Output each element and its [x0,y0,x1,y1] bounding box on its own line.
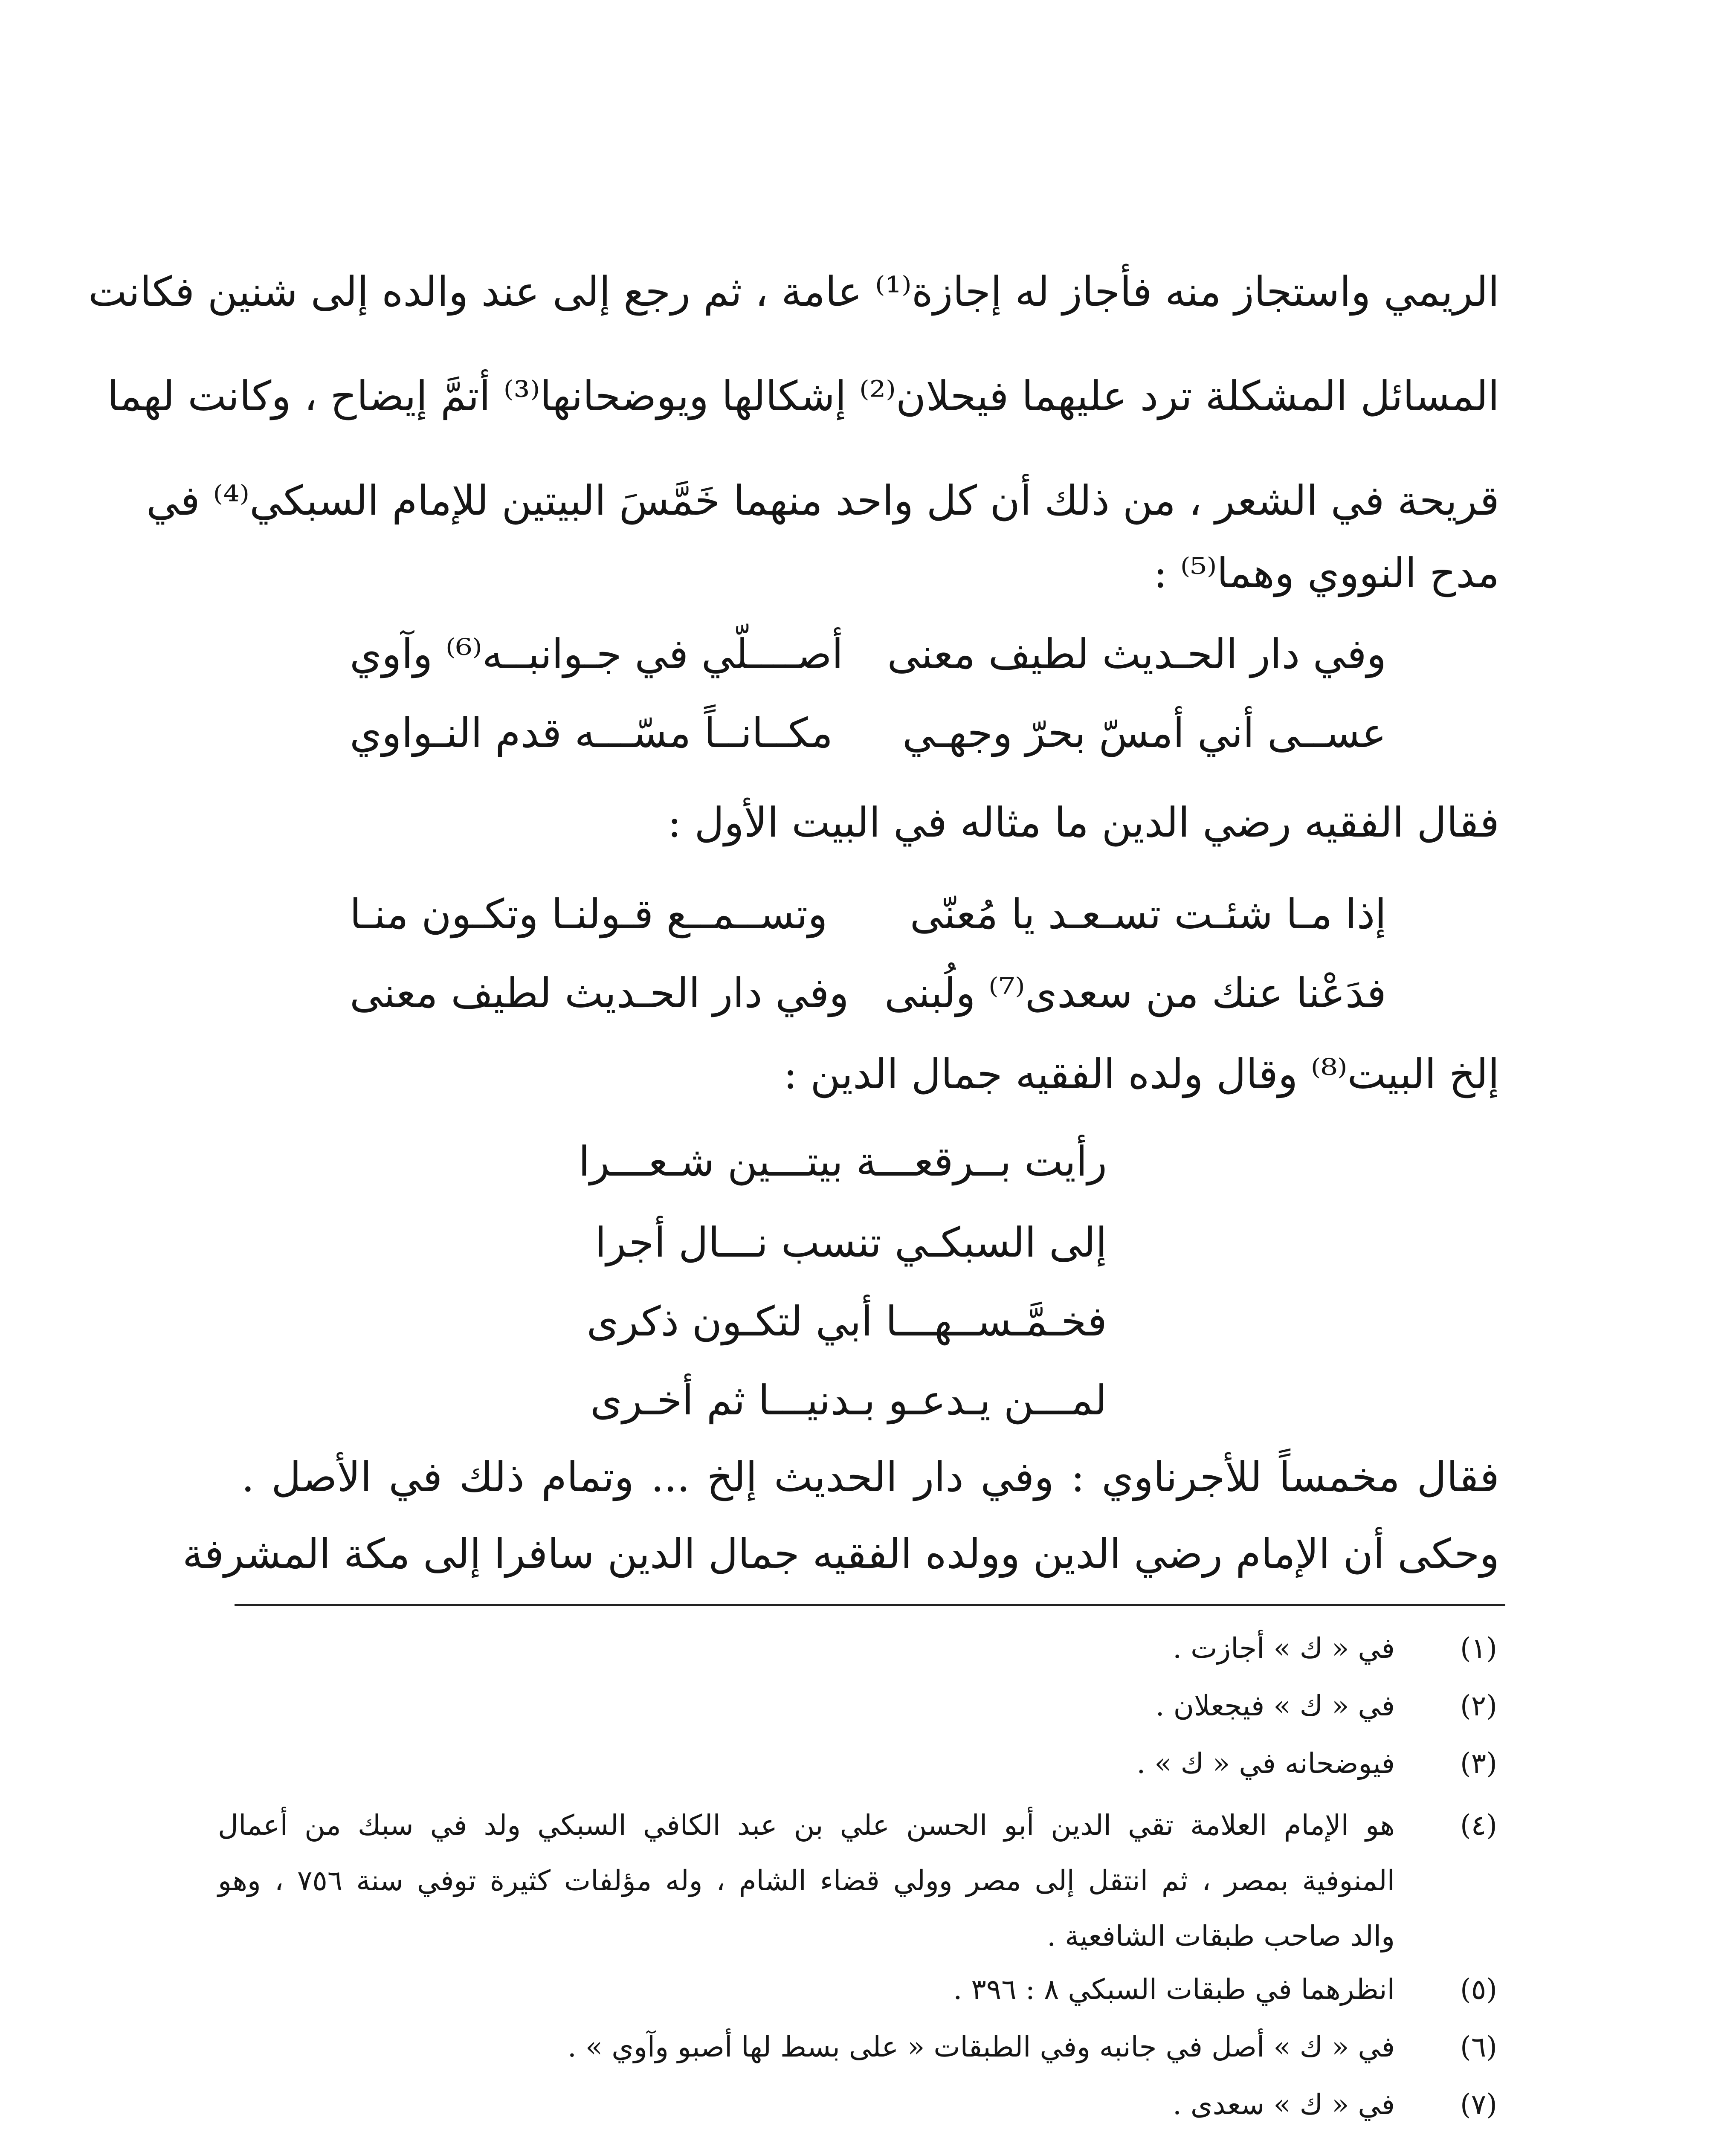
footnote-4-line-1: هو الإمام العلامة تقي الدين أبو الحسن علي بن عبد الكافي السبكي ولد في سبك من أعمال [218,1809,1395,1842]
footnote-number: (٥) [1460,1973,1497,2006]
center-verse-4: لمـــن يـدعـو بـدنيـــا ثم أخـرى [590,1376,1107,1424]
body-line-after-1: فقال مخمساً للأجرناوي : وفي دار الحديث إلخ ... وتمام ذلك في الأصل . [241,1453,1499,1501]
footnote-text: انظرهما في طبقات السبكي ٨ : ٣٩٦ . [953,1973,1395,2006]
footnote-text: في « ك » أجازت . [1173,1632,1395,1665]
footnote-number: (٢) [1460,1689,1497,1722]
footnote-text: في « ك » سعدى . [1172,2088,1395,2121]
body-line-mid-1: فقال الفقيه رضي الدين ما مثاله في البيت الأول : [667,799,1499,846]
footnote-number: (٤) [1460,1809,1497,1842]
body-line-2: المسائل المشكلة ترد عليهما فيحلان⁽²⁾ إشكالها ويوضحانها⁽³⁾ أتمَّ إيضاح ، وكانت لهما [107,372,1499,420]
verse-1-second-hemistich: أصــــلّي في جـوانبــه⁽⁶⁾ وآوي [350,630,843,678]
body-line-3: قريحة في الشعر ، من ذلك أن كل واحد منهما خَمَّسَ البيتين للإمام السبكي⁽⁴⁾ في [146,477,1499,524]
footnote-separator [235,1604,1505,1606]
footnote-number: (٣) [1460,1747,1497,1780]
footnote-number: (٧) [1460,2088,1497,2121]
body-line-1: الريمي واستجاز منه فأجاز له إجازة⁽¹⁾ عامة ، ثم رجع إلى عند والده إلى شنين فكانت [88,268,1499,316]
verse-2-first-hemistich: عســى أني أمسّ بحرّ وجهـي [902,709,1386,757]
footnote-number: (٦) [1460,2031,1497,2063]
footnote-number: (١) [1460,1632,1497,1665]
footnote-4-line-3: والد صاحب طبقات الشافعية . [1047,1920,1395,1952]
verse-2-second-hemistich: مكــانــاً مسّـــه قدم النـواوي [350,709,833,757]
verse-4-first-hemistich: فدَعْنا عنك من سعدى⁽⁷⁾ ولُبنى [884,969,1386,1017]
verse-4-second-hemistich: وفي دار الحـديث لطيف معنى [350,969,849,1017]
footnote-4-line-2: المنوفية بمصر ، ثم انتقل إلى مصر وولي قضاء الشام ، وله مؤلفات كثيرة توفي سنة ٧٥٦ ، وهو [218,1864,1395,1897]
body-line-4: مدح النووي وهما⁽⁵⁾ : [1153,549,1499,597]
footnote-text: فيوضحانه في « ك » . [1136,1747,1395,1780]
footnote-text: في « ك » فيجعلان . [1155,1689,1395,1722]
body-line-mid-2: إلخ البيت⁽⁸⁾ وقال ولده الفقيه جمال الدين : [783,1050,1499,1098]
verse-3-second-hemistich: وتســمــع قـولنـا وتكـون منـا [350,890,828,938]
center-verse-2: إلى السبكـي تنسب نـــال أجرا [594,1219,1107,1266]
verse-1-first-hemistich: وفي دار الحـديث لطيف معنى [887,630,1386,678]
body-line-after-2: وحكى أن الإمام رضي الدين وولده الفقيه جمال الدين سافرا إلى مكة المشرفة [182,1530,1499,1578]
verse-3-first-hemistich: إذا مـا شئـت تسـعـد يا مُعنّى [910,890,1386,938]
footnote-text: في « ك » أصل في جانبه وفي الطبقات « على بسط لها أصبو وآوي » . [567,2031,1395,2063]
center-verse-3: فخـمَّـســهـــا أبي لتكـون ذكرى [586,1298,1107,1345]
center-verse-1: رأيت بــرقعـــة بيتـــين شـعـــرا [578,1138,1107,1185]
